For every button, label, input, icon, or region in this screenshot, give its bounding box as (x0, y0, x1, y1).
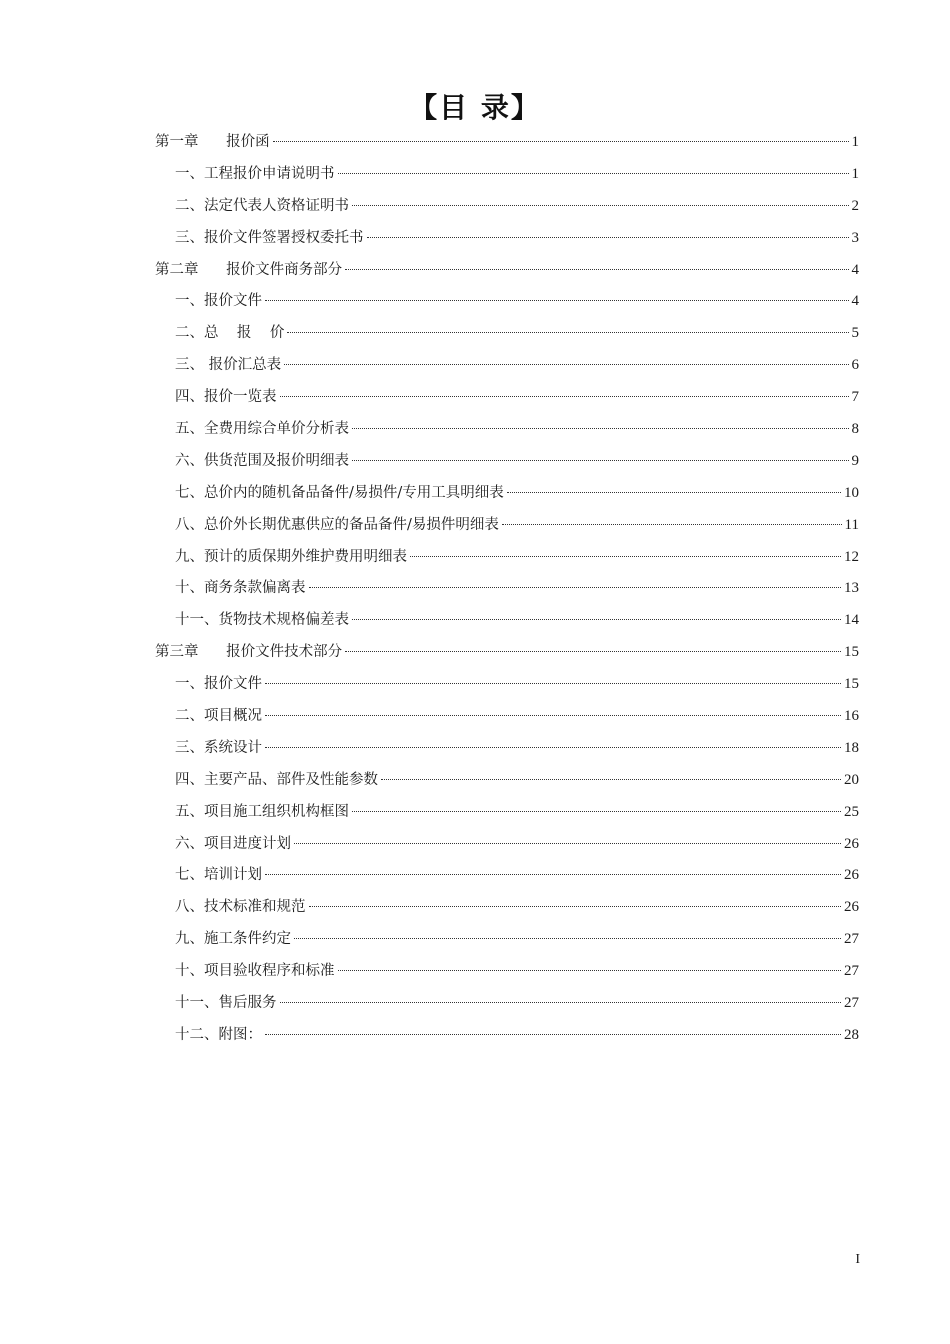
toc-entry-label: 第一章 报价函 (155, 134, 270, 150)
dot-leader (294, 843, 841, 844)
toc-entry-label: 第二章 报价文件商务部分 (155, 261, 343, 278)
dot-leader (309, 906, 842, 907)
dot-leader (280, 396, 849, 397)
toc-entry-page-number: 26 (844, 899, 859, 916)
toc-entry-page-number: 2 (851, 197, 859, 214)
toc-entry-label: 十、商务条款偏离表 (175, 580, 306, 597)
toc-section-entry[interactable] (155, 542, 859, 574)
toc-section-entry[interactable] (155, 382, 859, 414)
toc-entry-page-number: 27 (844, 963, 859, 980)
dot-leader (502, 524, 842, 525)
toc-entry-label: 二、总 报 价 (175, 325, 285, 342)
toc-entry-page-number: 10 (844, 484, 859, 501)
dot-leader (309, 587, 842, 588)
toc-section-entry[interactable] (155, 765, 859, 797)
toc-entry-label: 九、预计的质保期外维护费用明细表 (175, 548, 407, 565)
toc-section-entry[interactable] (155, 829, 859, 861)
toc-section-entry[interactable] (155, 478, 859, 510)
toc-section-entry[interactable] (155, 286, 859, 318)
toc-section-entry[interactable] (155, 669, 859, 701)
toc-entry-label: 三、 报价汇总表 (175, 357, 282, 374)
dot-leader (507, 492, 841, 493)
toc-entry-label: 一、报价文件 (175, 676, 262, 693)
toc-entry-label: 一、工程报价申请说明书 (175, 165, 335, 182)
toc-entry-page-number: 14 (844, 612, 859, 629)
dot-leader (338, 970, 842, 971)
toc-section-entry[interactable] (155, 573, 859, 605)
toc-entry-label: 八、总价外长期优惠供应的备品备件/易损件明细表 (175, 516, 499, 533)
toc-entry-page-number: 4 (851, 293, 859, 310)
toc-section-entry[interactable] (155, 701, 859, 733)
dot-leader (352, 811, 841, 812)
toc-entry-page-number: 28 (844, 1026, 859, 1043)
dot-leader (273, 141, 849, 142)
toc-section-entry[interactable] (155, 414, 859, 446)
toc-entry-page-number: 5 (851, 325, 859, 342)
toc-entry-label: 二、项目概况 (175, 708, 262, 725)
toc-entry-page-number: 1 (851, 165, 859, 182)
toc-chapter-entry[interactable] (155, 127, 859, 159)
toc-entry-page-number: 12 (844, 548, 859, 565)
toc-entry-label: 第三章 报价文件技术部分 (155, 644, 343, 661)
dot-leader (338, 173, 849, 174)
toc-chapter-entry[interactable] (155, 637, 859, 669)
dot-leader (345, 651, 841, 652)
toc-section-entry[interactable] (155, 860, 859, 892)
toc-entry-page-number: 18 (844, 739, 859, 756)
dot-leader (265, 874, 841, 875)
toc-entry-page-number: 27 (844, 931, 859, 948)
toc-section-entry[interactable] (155, 510, 859, 542)
dot-leader (367, 237, 849, 238)
table-of-contents (155, 127, 859, 1052)
dot-leader (265, 715, 841, 716)
toc-entry-page-number: 11 (844, 516, 859, 533)
dot-leader (287, 332, 848, 333)
dot-leader (410, 556, 841, 557)
dot-leader (381, 779, 841, 780)
toc-section-entry[interactable] (155, 797, 859, 829)
toc-chapter-entry[interactable] (155, 255, 859, 287)
dot-leader (352, 428, 849, 429)
toc-section-entry[interactable] (155, 956, 859, 988)
toc-entry-page-number: 15 (844, 644, 859, 661)
toc-section-entry[interactable] (155, 191, 859, 223)
dot-leader (284, 364, 848, 365)
toc-entry-page-number: 4 (851, 261, 859, 278)
toc-entry-label: 七、总价内的随机备品备件/易损件/专用工具明细表 (175, 484, 504, 501)
toc-entry-page-number: 3 (851, 229, 859, 246)
toc-entry-page-number: 27 (844, 995, 859, 1012)
dot-leader (352, 460, 849, 461)
toc-entry-label: 十一、货物技术规格偏差表 (175, 612, 349, 629)
toc-entry-label: 十、项目验收程序和标准 (175, 963, 335, 980)
toc-entry-label: 四、主要产品、部件及性能参数 (175, 771, 378, 788)
toc-entry-label: 八、技术标准和规范 (175, 899, 306, 916)
toc-section-entry[interactable] (155, 924, 859, 956)
toc-entry-page-number: 26 (844, 867, 859, 884)
toc-entry-label: 五、项目施工组织机构框图 (175, 803, 349, 820)
toc-entry-label: 一、报价文件 (175, 293, 262, 310)
toc-entry-label: 十一、售后服务 (175, 995, 277, 1012)
dot-leader (294, 938, 841, 939)
toc-entry-page-number: 9 (851, 452, 859, 469)
toc-entry-page-number: 25 (844, 803, 859, 820)
toc-title: 【目 录】 (409, 91, 541, 124)
dot-leader (345, 269, 848, 270)
toc-section-entry[interactable] (155, 223, 859, 255)
dot-leader (265, 683, 841, 684)
toc-entry-label: 十二、附图： (175, 1026, 262, 1043)
dot-leader (265, 300, 849, 301)
toc-section-entry[interactable] (155, 446, 859, 478)
toc-entry-page-number: 6 (851, 357, 859, 374)
toc-section-entry[interactable] (155, 318, 859, 350)
toc-section-entry[interactable] (155, 988, 859, 1020)
toc-entry-label: 四、报价一览表 (175, 389, 277, 406)
dot-leader (265, 747, 841, 748)
dot-leader (352, 619, 841, 620)
toc-entry-label: 五、全费用综合单价分析表 (175, 421, 349, 438)
page-number: I (855, 1252, 860, 1267)
toc-entry-page-number: 20 (844, 771, 859, 788)
dot-leader (352, 205, 849, 206)
toc-entry-page-number: 1 (851, 134, 859, 150)
toc-entry-page-number: 13 (844, 580, 859, 597)
toc-entry-label: 七、培训计划 (175, 867, 262, 884)
toc-section-entry[interactable] (155, 892, 859, 924)
dot-leader (265, 1034, 841, 1035)
toc-entry-label: 三、系统设计 (175, 739, 262, 756)
toc-entry-label: 三、报价文件签署授权委托书 (175, 229, 364, 246)
toc-entry-page-number: 7 (851, 389, 859, 406)
toc-section-entry[interactable] (155, 733, 859, 765)
toc-entry-label: 六、项目进度计划 (175, 835, 291, 852)
toc-entry-label: 九、施工条件约定 (175, 931, 291, 948)
toc-entry-page-number: 26 (844, 835, 859, 852)
toc-section-entry[interactable] (155, 1020, 859, 1052)
toc-entry-page-number: 15 (844, 676, 859, 693)
toc-section-entry[interactable] (155, 159, 859, 191)
toc-entry-label: 二、法定代表人资格证明书 (175, 197, 349, 214)
toc-entry-label: 六、供货范围及报价明细表 (175, 452, 349, 469)
toc-section-entry[interactable] (155, 350, 859, 382)
toc-entry-page-number: 8 (851, 421, 859, 438)
dot-leader (280, 1002, 842, 1003)
toc-entry-page-number: 16 (844, 708, 859, 725)
toc-section-entry[interactable] (155, 605, 859, 637)
